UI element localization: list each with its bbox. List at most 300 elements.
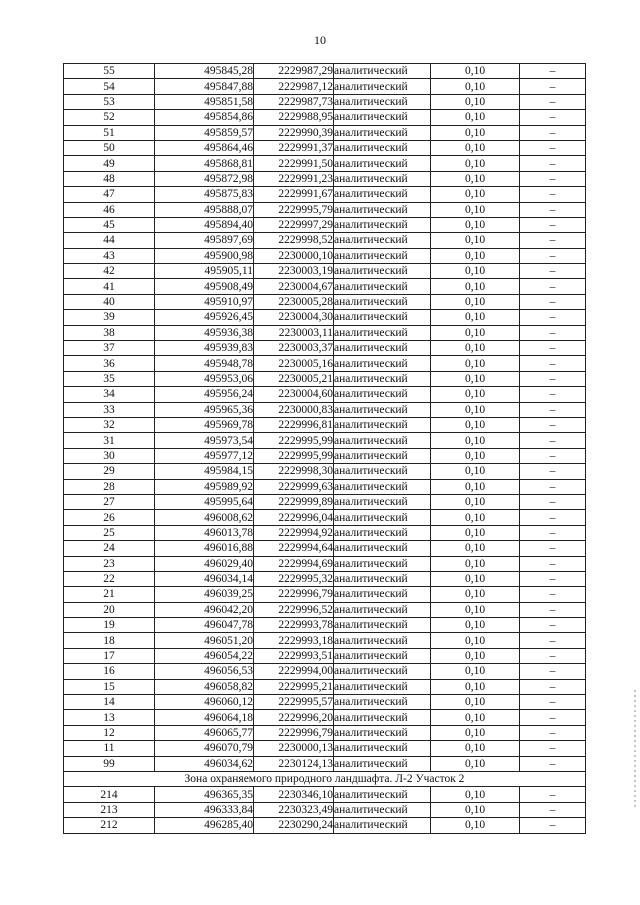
- table-row: [64, 571, 586, 586]
- table-row: [64, 679, 586, 694]
- method-cell: аналитический: [334, 64, 431, 79]
- point-number-cell: 36: [64, 356, 155, 371]
- accuracy-cell: 0,10: [431, 217, 520, 232]
- table-row: [64, 356, 586, 371]
- point-number-cell: 21: [64, 587, 155, 602]
- note-cell: –: [520, 294, 586, 309]
- y-coordinate-cell: 2229994,00: [254, 664, 334, 679]
- accuracy-cell: 0,10: [431, 787, 520, 802]
- method-cell: аналитический: [334, 417, 431, 432]
- table-row: [64, 110, 586, 125]
- x-coordinate-cell: 495845,28: [155, 64, 254, 79]
- point-number-cell: 46: [64, 202, 155, 217]
- accuracy-cell: 0,10: [431, 233, 520, 248]
- x-coordinate-cell: 495854,86: [155, 110, 254, 125]
- page-number: 10: [314, 33, 326, 47]
- accuracy-cell: 0,10: [431, 156, 520, 171]
- y-coordinate-cell: 2229987,29: [254, 64, 334, 79]
- x-coordinate-cell: 496058,82: [155, 679, 254, 694]
- point-number-cell: 29: [64, 464, 155, 479]
- note-cell: –: [520, 633, 586, 648]
- accuracy-cell: 0,10: [431, 818, 520, 833]
- x-coordinate-cell: 496285,40: [155, 818, 254, 833]
- method-cell: аналитический: [334, 140, 431, 155]
- accuracy-cell: 0,10: [431, 648, 520, 663]
- y-coordinate-cell: 2229997,29: [254, 217, 334, 232]
- point-number-cell: 28: [64, 479, 155, 494]
- method-cell: аналитический: [334, 125, 431, 140]
- x-coordinate-cell: 495888,07: [155, 202, 254, 217]
- note-cell: –: [520, 756, 586, 771]
- accuracy-cell: 0,10: [431, 602, 520, 617]
- accuracy-cell: 0,10: [431, 310, 520, 325]
- note-cell: –: [520, 202, 586, 217]
- y-coordinate-cell: 2229995,21: [254, 679, 334, 694]
- accuracy-cell: 0,10: [431, 64, 520, 79]
- table-row: [64, 125, 586, 140]
- table-row: [64, 448, 586, 463]
- note-cell: –: [520, 94, 586, 109]
- table-row: [64, 248, 586, 263]
- table-row: [64, 541, 586, 556]
- point-number-cell: 38: [64, 325, 155, 340]
- x-coordinate-cell: 495851,58: [155, 94, 254, 109]
- table-row: [64, 818, 586, 833]
- x-coordinate-cell: 495965,36: [155, 402, 254, 417]
- point-number-cell: 27: [64, 494, 155, 509]
- y-coordinate-cell: 2229995,99: [254, 433, 334, 448]
- point-number-cell: 11: [64, 741, 155, 756]
- y-coordinate-cell: 2230290,24: [254, 818, 334, 833]
- table-row: [64, 402, 586, 417]
- accuracy-cell: 0,10: [431, 587, 520, 602]
- y-coordinate-cell: 2229996,81: [254, 417, 334, 432]
- accuracy-cell: 0,10: [431, 325, 520, 340]
- accuracy-cell: 0,10: [431, 125, 520, 140]
- point-number-cell: 19: [64, 618, 155, 633]
- point-number-cell: 20: [64, 602, 155, 617]
- x-coordinate-cell: 495969,78: [155, 417, 254, 432]
- point-number-cell: 45: [64, 217, 155, 232]
- note-cell: –: [520, 818, 586, 833]
- y-coordinate-cell: 2229998,30: [254, 464, 334, 479]
- accuracy-cell: 0,10: [431, 556, 520, 571]
- table-row: [64, 156, 586, 171]
- table-row: [64, 294, 586, 309]
- y-coordinate-cell: 2230124,13: [254, 756, 334, 771]
- y-coordinate-cell: 2229996,04: [254, 510, 334, 525]
- accuracy-cell: 0,10: [431, 464, 520, 479]
- accuracy-cell: 0,10: [431, 79, 520, 94]
- coordinates-table-body: [64, 64, 586, 834]
- x-coordinate-cell: 496064,18: [155, 710, 254, 725]
- method-cell: аналитический: [334, 371, 431, 386]
- note-cell: –: [520, 664, 586, 679]
- point-number-cell: 51: [64, 125, 155, 140]
- note-cell: –: [520, 171, 586, 186]
- x-coordinate-cell: 496016,88: [155, 541, 254, 556]
- table-row: [64, 371, 586, 386]
- x-coordinate-cell: 496070,79: [155, 741, 254, 756]
- point-number-cell: 213: [64, 802, 155, 817]
- method-cell: аналитический: [334, 802, 431, 817]
- section-row: [64, 771, 586, 786]
- note-cell: –: [520, 648, 586, 663]
- point-number-cell: 13: [64, 710, 155, 725]
- table-row: [64, 587, 586, 602]
- x-coordinate-cell: 495868,81: [155, 156, 254, 171]
- note-cell: –: [520, 110, 586, 125]
- method-cell: аналитический: [334, 387, 431, 402]
- note-cell: –: [520, 571, 586, 586]
- note-cell: –: [520, 156, 586, 171]
- y-coordinate-cell: 2229996,79: [254, 725, 334, 740]
- x-coordinate-cell: 496013,78: [155, 525, 254, 540]
- table-row: [64, 633, 586, 648]
- y-coordinate-cell: 2230323,49: [254, 802, 334, 817]
- method-cell: аналитический: [334, 171, 431, 186]
- accuracy-cell: 0,10: [431, 633, 520, 648]
- point-number-cell: 17: [64, 648, 155, 663]
- table-row: [64, 310, 586, 325]
- method-cell: аналитический: [334, 294, 431, 309]
- point-number-cell: 39: [64, 310, 155, 325]
- accuracy-cell: 0,10: [431, 494, 520, 509]
- table-row: [64, 494, 586, 509]
- table-row: [64, 171, 586, 186]
- note-cell: –: [520, 787, 586, 802]
- point-number-cell: 48: [64, 171, 155, 186]
- y-coordinate-cell: 2229994,64: [254, 541, 334, 556]
- note-cell: –: [520, 556, 586, 571]
- x-coordinate-cell: 495908,49: [155, 279, 254, 294]
- y-coordinate-cell: 2229999,63: [254, 479, 334, 494]
- note-cell: –: [520, 233, 586, 248]
- point-number-cell: 50: [64, 140, 155, 155]
- x-coordinate-cell: 495939,83: [155, 341, 254, 356]
- method-cell: аналитический: [334, 695, 431, 710]
- accuracy-cell: 0,10: [431, 171, 520, 186]
- accuracy-cell: 0,10: [431, 725, 520, 740]
- note-cell: –: [520, 402, 586, 417]
- x-coordinate-cell: 495859,57: [155, 125, 254, 140]
- x-coordinate-cell: 495973,54: [155, 433, 254, 448]
- y-coordinate-cell: 2229995,99: [254, 448, 334, 463]
- note-cell: –: [520, 725, 586, 740]
- table-row: [64, 279, 586, 294]
- y-coordinate-cell: 2230005,16: [254, 356, 334, 371]
- table-row: [64, 387, 586, 402]
- note-cell: –: [520, 510, 586, 525]
- x-coordinate-cell: 496065,77: [155, 725, 254, 740]
- note-cell: –: [520, 187, 586, 202]
- note-cell: –: [520, 618, 586, 633]
- accuracy-cell: 0,10: [431, 356, 520, 371]
- method-cell: аналитический: [334, 741, 431, 756]
- accuracy-cell: 0,10: [431, 94, 520, 109]
- x-coordinate-cell: 495910,97: [155, 294, 254, 309]
- method-cell: аналитический: [334, 356, 431, 371]
- y-coordinate-cell: 2230346,10: [254, 787, 334, 802]
- method-cell: аналитический: [334, 602, 431, 617]
- note-cell: –: [520, 448, 586, 463]
- method-cell: аналитический: [334, 541, 431, 556]
- accuracy-cell: 0,10: [431, 741, 520, 756]
- method-cell: аналитический: [334, 710, 431, 725]
- x-coordinate-cell: 495894,40: [155, 217, 254, 232]
- section-title: Зона охраняемого природного ландшафта. Л-2 Участок 2: [64, 771, 586, 786]
- x-coordinate-cell: 496034,14: [155, 571, 254, 586]
- table-row: [64, 417, 586, 432]
- note-cell: –: [520, 387, 586, 402]
- point-number-cell: 26: [64, 510, 155, 525]
- y-coordinate-cell: 2230005,28: [254, 294, 334, 309]
- accuracy-cell: 0,10: [431, 387, 520, 402]
- method-cell: аналитический: [334, 433, 431, 448]
- x-coordinate-cell: 495977,12: [155, 448, 254, 463]
- method-cell: аналитический: [334, 156, 431, 171]
- table-row: [64, 202, 586, 217]
- point-number-cell: 35: [64, 371, 155, 386]
- point-number-cell: 55: [64, 64, 155, 79]
- accuracy-cell: 0,10: [431, 448, 520, 463]
- note-cell: –: [520, 494, 586, 509]
- accuracy-cell: 0,10: [431, 695, 520, 710]
- y-coordinate-cell: 2229990,39: [254, 125, 334, 140]
- method-cell: аналитический: [334, 725, 431, 740]
- method-cell: аналитический: [334, 110, 431, 125]
- x-coordinate-cell: 496029,40: [155, 556, 254, 571]
- y-coordinate-cell: 2230003,37: [254, 341, 334, 356]
- table-row: [64, 264, 586, 279]
- x-coordinate-cell: 496008,62: [155, 510, 254, 525]
- method-cell: аналитический: [334, 556, 431, 571]
- point-number-cell: 22: [64, 571, 155, 586]
- method-cell: аналитический: [334, 217, 431, 232]
- table-row: [64, 187, 586, 202]
- y-coordinate-cell: 2229994,92: [254, 525, 334, 540]
- y-coordinate-cell: 2229993,18: [254, 633, 334, 648]
- method-cell: аналитический: [334, 479, 431, 494]
- point-number-cell: 42: [64, 264, 155, 279]
- y-coordinate-cell: 2229991,37: [254, 140, 334, 155]
- x-coordinate-cell: 495875,83: [155, 187, 254, 202]
- table-row: [64, 556, 586, 571]
- y-coordinate-cell: 2230004,60: [254, 387, 334, 402]
- accuracy-cell: 0,10: [431, 756, 520, 771]
- point-number-cell: 99: [64, 756, 155, 771]
- method-cell: аналитический: [334, 787, 431, 802]
- method-cell: аналитический: [334, 279, 431, 294]
- table-row: [64, 510, 586, 525]
- accuracy-cell: 0,10: [431, 202, 520, 217]
- note-cell: –: [520, 217, 586, 232]
- table-row: [64, 464, 586, 479]
- table-row: [64, 525, 586, 540]
- table-row: [64, 618, 586, 633]
- point-number-cell: 54: [64, 79, 155, 94]
- method-cell: аналитический: [334, 664, 431, 679]
- accuracy-cell: 0,10: [431, 433, 520, 448]
- point-number-cell: 212: [64, 818, 155, 833]
- table-row: [64, 710, 586, 725]
- scan-edge-mark: [634, 690, 636, 810]
- point-number-cell: 30: [64, 448, 155, 463]
- accuracy-cell: 0,10: [431, 510, 520, 525]
- y-coordinate-cell: 2229996,79: [254, 587, 334, 602]
- point-number-cell: 15: [64, 679, 155, 694]
- y-coordinate-cell: 2229991,67: [254, 187, 334, 202]
- method-cell: аналитический: [334, 525, 431, 540]
- x-coordinate-cell: 496042,20: [155, 602, 254, 617]
- point-number-cell: 33: [64, 402, 155, 417]
- accuracy-cell: 0,10: [431, 248, 520, 263]
- note-cell: –: [520, 371, 586, 386]
- method-cell: аналитический: [334, 648, 431, 663]
- x-coordinate-cell: 495953,06: [155, 371, 254, 386]
- y-coordinate-cell: 2230005,21: [254, 371, 334, 386]
- y-coordinate-cell: 2230000,13: [254, 741, 334, 756]
- table-row: [64, 79, 586, 94]
- x-coordinate-cell: 495948,78: [155, 356, 254, 371]
- table-row: [64, 325, 586, 340]
- method-cell: аналитический: [334, 464, 431, 479]
- point-number-cell: 18: [64, 633, 155, 648]
- method-cell: аналитический: [334, 325, 431, 340]
- x-coordinate-cell: 495900,98: [155, 248, 254, 263]
- note-cell: –: [520, 64, 586, 79]
- note-cell: –: [520, 679, 586, 694]
- method-cell: аналитический: [334, 587, 431, 602]
- method-cell: аналитический: [334, 494, 431, 509]
- method-cell: аналитический: [334, 818, 431, 833]
- y-coordinate-cell: 2229996,52: [254, 602, 334, 617]
- note-cell: –: [520, 248, 586, 263]
- table-row: [64, 341, 586, 356]
- accuracy-cell: 0,10: [431, 417, 520, 432]
- x-coordinate-cell: 495936,38: [155, 325, 254, 340]
- y-coordinate-cell: 2229995,32: [254, 571, 334, 586]
- note-cell: –: [520, 264, 586, 279]
- accuracy-cell: 0,10: [431, 279, 520, 294]
- note-cell: –: [520, 602, 586, 617]
- x-coordinate-cell: 496039,25: [155, 587, 254, 602]
- point-number-cell: 32: [64, 417, 155, 432]
- accuracy-cell: 0,10: [431, 402, 520, 417]
- y-coordinate-cell: 2230000,10: [254, 248, 334, 263]
- table-row: [64, 479, 586, 494]
- x-coordinate-cell: 496054,22: [155, 648, 254, 663]
- y-coordinate-cell: 2229998,52: [254, 233, 334, 248]
- y-coordinate-cell: 2229996,20: [254, 710, 334, 725]
- x-coordinate-cell: 495956,24: [155, 387, 254, 402]
- table-row: [64, 725, 586, 740]
- point-number-cell: 31: [64, 433, 155, 448]
- accuracy-cell: 0,10: [431, 710, 520, 725]
- note-cell: –: [520, 587, 586, 602]
- note-cell: –: [520, 695, 586, 710]
- x-coordinate-cell: 496060,12: [155, 695, 254, 710]
- point-number-cell: 214: [64, 787, 155, 802]
- y-coordinate-cell: 2230004,67: [254, 279, 334, 294]
- accuracy-cell: 0,10: [431, 140, 520, 155]
- method-cell: аналитический: [334, 310, 431, 325]
- x-coordinate-cell: 495995,64: [155, 494, 254, 509]
- y-coordinate-cell: 2229995,57: [254, 695, 334, 710]
- note-cell: –: [520, 279, 586, 294]
- x-coordinate-cell: 495897,69: [155, 233, 254, 248]
- method-cell: аналитический: [334, 756, 431, 771]
- method-cell: аналитический: [334, 679, 431, 694]
- note-cell: –: [520, 802, 586, 817]
- note-cell: –: [520, 741, 586, 756]
- table-row: [64, 741, 586, 756]
- x-coordinate-cell: 495989,92: [155, 479, 254, 494]
- table-row: [64, 787, 586, 802]
- method-cell: аналитический: [334, 79, 431, 94]
- point-number-cell: 25: [64, 525, 155, 540]
- table-row: [64, 433, 586, 448]
- y-coordinate-cell: 2229995,79: [254, 202, 334, 217]
- y-coordinate-cell: 2230003,11: [254, 325, 334, 340]
- y-coordinate-cell: 2229987,73: [254, 94, 334, 109]
- point-number-cell: 47: [64, 187, 155, 202]
- note-cell: –: [520, 525, 586, 540]
- y-coordinate-cell: 2229991,23: [254, 171, 334, 186]
- x-coordinate-cell: 496047,78: [155, 618, 254, 633]
- method-cell: аналитический: [334, 233, 431, 248]
- note-cell: –: [520, 325, 586, 340]
- accuracy-cell: 0,10: [431, 802, 520, 817]
- point-number-cell: 14: [64, 695, 155, 710]
- accuracy-cell: 0,10: [431, 525, 520, 540]
- table-row: [64, 695, 586, 710]
- point-number-cell: 12: [64, 725, 155, 740]
- y-coordinate-cell: 2229988,95: [254, 110, 334, 125]
- table-row: [64, 648, 586, 663]
- method-cell: аналитический: [334, 448, 431, 463]
- table-row: [64, 94, 586, 109]
- y-coordinate-cell: 2229993,51: [254, 648, 334, 663]
- x-coordinate-cell: 495872,98: [155, 171, 254, 186]
- accuracy-cell: 0,10: [431, 264, 520, 279]
- accuracy-cell: 0,10: [431, 541, 520, 556]
- x-coordinate-cell: 495864,46: [155, 140, 254, 155]
- note-cell: –: [520, 125, 586, 140]
- note-cell: –: [520, 710, 586, 725]
- x-coordinate-cell: 495905,11: [155, 264, 254, 279]
- y-coordinate-cell: 2229987,12: [254, 79, 334, 94]
- note-cell: –: [520, 417, 586, 432]
- method-cell: аналитический: [334, 341, 431, 356]
- note-cell: –: [520, 479, 586, 494]
- method-cell: аналитический: [334, 264, 431, 279]
- note-cell: –: [520, 541, 586, 556]
- note-cell: –: [520, 356, 586, 371]
- method-cell: аналитический: [334, 187, 431, 202]
- note-cell: –: [520, 433, 586, 448]
- y-coordinate-cell: 2229999,89: [254, 494, 334, 509]
- x-coordinate-cell: 495984,15: [155, 464, 254, 479]
- accuracy-cell: 0,10: [431, 664, 520, 679]
- x-coordinate-cell: 496034,62: [155, 756, 254, 771]
- point-number-cell: 34: [64, 387, 155, 402]
- method-cell: аналитический: [334, 633, 431, 648]
- accuracy-cell: 0,10: [431, 294, 520, 309]
- y-coordinate-cell: 2230003,19: [254, 264, 334, 279]
- table-row: [64, 64, 586, 79]
- table-row: [64, 664, 586, 679]
